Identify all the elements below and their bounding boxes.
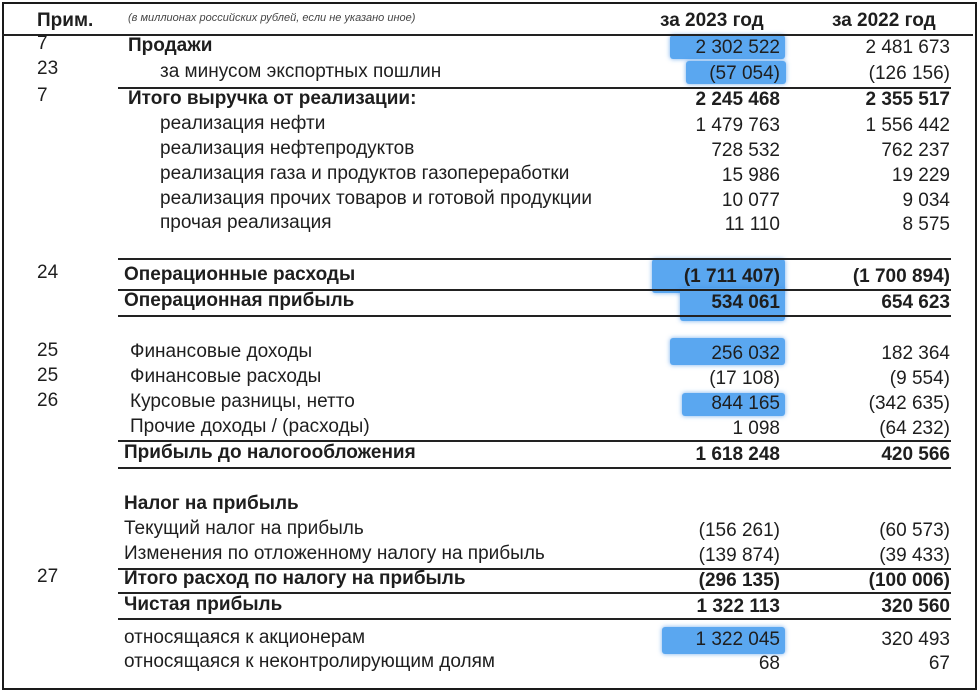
value-2023: 844 165	[711, 393, 780, 414]
value-2022: 654 623	[881, 292, 950, 313]
value-2022: (60 573)	[879, 520, 950, 541]
value-2022: (100 006)	[868, 570, 950, 591]
value-2022: 9 034	[902, 190, 950, 211]
row-label: Финансовые расходы	[130, 366, 322, 387]
value-2023: (57 054)	[709, 63, 780, 84]
note: 7	[37, 33, 48, 54]
value-2023: (296 135)	[698, 570, 780, 591]
value-2023: 728 532	[711, 140, 780, 161]
value-2023: 1 098	[732, 418, 780, 439]
value-2022: 1 556 442	[865, 115, 950, 136]
value-2023: 256 032	[711, 343, 780, 364]
value-2023: 1 322 113	[696, 596, 780, 617]
value-2022: 320 560	[881, 596, 950, 617]
value-2022: 762 237	[881, 140, 950, 161]
value-2022: 2 481 673	[865, 37, 950, 58]
row-label: Итого расход по налогу на прибыль	[124, 568, 466, 589]
value-2023: 1 479 763	[695, 115, 780, 136]
note: 7	[37, 85, 48, 106]
row-label: Чистая прибыль	[124, 594, 283, 615]
value-2022: 8 575	[902, 214, 950, 235]
value-2022: (9 554)	[889, 368, 950, 389]
note: 25	[37, 365, 59, 386]
value-2023: 2 302 522	[695, 37, 780, 58]
row-label: Прочие доходы / (расходы)	[130, 416, 370, 437]
row-label: Изменения по отложенному налогу на прибыль	[124, 543, 545, 564]
value-2023: 11 110	[724, 214, 780, 235]
note: 27	[37, 566, 59, 587]
row-label: Операционная прибыль	[124, 290, 355, 311]
row-label: реализация нефти	[160, 113, 326, 134]
row-label: Курсовые разницы, нетто	[130, 391, 355, 412]
row-label: Текущий налог на прибыль	[124, 518, 364, 539]
value-2022: (126 156)	[868, 63, 950, 84]
row-label: за минусом экспортных пошлин	[160, 61, 442, 82]
row-label: Продажи	[128, 35, 213, 56]
row-label: Операционные расходы	[124, 264, 356, 285]
value-2023: 68	[758, 653, 780, 674]
row-label: Прибыль до налогообложения	[124, 442, 416, 463]
value-2022: 182 364	[881, 343, 950, 364]
value-2022: (64 232)	[879, 418, 950, 439]
row-label: Итого выручка от реализации:	[128, 88, 417, 109]
note: 23	[37, 58, 59, 79]
row-label: прочая реализация	[160, 212, 332, 233]
value-2023: 534 061	[711, 292, 780, 313]
row-label: относящаяся к акционерам	[124, 627, 366, 648]
note-column-header: Прим.	[37, 10, 94, 31]
value-2022: 19 229	[891, 165, 950, 186]
year-2023-header: за 2023 год	[660, 10, 764, 31]
value-2023: 15 986	[721, 165, 780, 186]
note: 24	[37, 262, 59, 283]
rule-after-operating-profit	[118, 315, 951, 317]
row-label: реализация нефтепродуктов	[160, 138, 415, 159]
value-2023: 10 077	[721, 190, 780, 211]
value-2023: (1 711 407)	[683, 266, 780, 287]
value-2023: 2 245 468	[695, 89, 780, 110]
value-2023: 1 322 045	[695, 629, 780, 650]
value-2022: (39 433)	[879, 545, 950, 566]
value-2023: (139 874)	[698, 545, 780, 566]
value-2023: (156 261)	[698, 520, 780, 541]
row-label: реализация газа и продуктов газопереработки	[160, 163, 570, 184]
units-note: (в миллионах российских рублей, если не указано иное)	[128, 12, 416, 24]
note: 25	[37, 340, 59, 361]
row-label: Финансовые доходы	[130, 341, 313, 362]
value-2022: (1 700 894)	[852, 266, 950, 287]
value-2022: 420 566	[881, 444, 950, 465]
value-2022: 2 355 517	[865, 89, 950, 110]
rule-before-opex	[118, 258, 951, 260]
value-2022: (342 635)	[868, 393, 950, 414]
rule-after-pretax	[118, 467, 951, 469]
value-2023: (17 108)	[709, 368, 780, 389]
value-2022: 67	[928, 653, 950, 674]
row-label: относящаяся к неконтролирующим долям	[124, 651, 495, 672]
rule-after-net-profit	[118, 618, 951, 620]
row-label: Налог на прибыль	[124, 493, 299, 514]
year-2022-header: за 2022 год	[832, 10, 936, 31]
row-label: реализация прочих товаров и готовой продукции	[160, 188, 593, 209]
value-2022: 320 493	[881, 629, 950, 650]
note: 26	[37, 390, 59, 411]
value-2023: 1 618 248	[695, 444, 780, 465]
